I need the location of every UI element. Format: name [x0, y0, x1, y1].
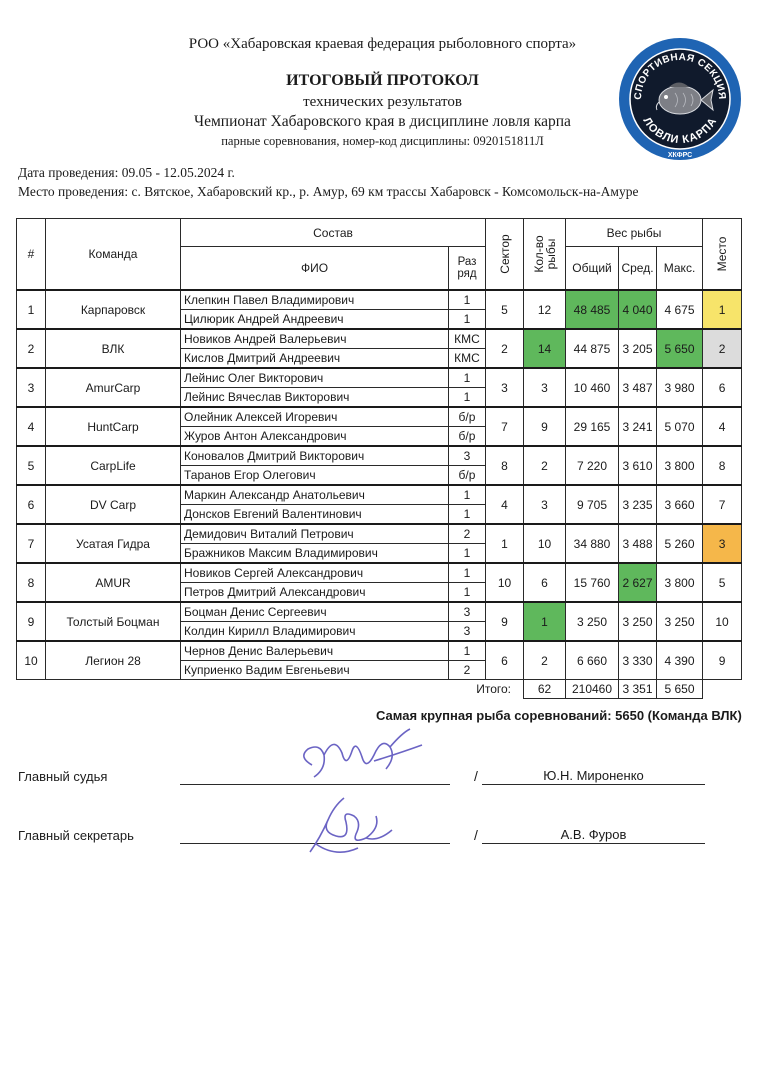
biggest-fish-note: Самая крупная рыба соревнований: 5650 (Команда ВЛК) — [376, 708, 742, 723]
avg-weight: 3 241 — [619, 407, 657, 446]
member-rank: 1 — [449, 583, 486, 603]
total-weight: 29 165 — [566, 407, 619, 446]
chief-secretary-signature — [296, 792, 406, 872]
team-name: Легион 28 — [46, 641, 181, 680]
team-number: 3 — [17, 368, 46, 407]
total-weight: 6 660 — [566, 641, 619, 680]
team-name: Усатая Гидра — [46, 524, 181, 563]
team-number: 6 — [17, 485, 46, 524]
sector-number: 7 — [486, 407, 524, 446]
fish-count: 14 — [524, 329, 566, 368]
avg-weight: 3 488 — [619, 524, 657, 563]
chief-secretary-label: Главный секретарь — [18, 828, 134, 843]
chief-secretary-name: А.В. Фуров — [560, 827, 627, 842]
sector-number: 6 — [486, 641, 524, 680]
member-name: Донсков Евгений Валентинович — [181, 505, 449, 525]
team-place: 3 — [703, 524, 742, 563]
chief-judge-signature — [290, 725, 430, 795]
member-name: Чернов Денис Валерьевич — [181, 641, 449, 661]
max-weight: 3 980 — [657, 368, 703, 407]
header-num: # — [17, 219, 46, 291]
team-name: Толстый Боцман — [46, 602, 181, 641]
avg-weight: 3 610 — [619, 446, 657, 485]
table-row — [17, 368, 742, 388]
team-place: 10 — [703, 602, 742, 641]
team-place: 4 — [703, 407, 742, 446]
fish-count: 6 — [524, 563, 566, 602]
chief-judge-name-line — [482, 784, 705, 785]
avg-weight: 3 487 — [619, 368, 657, 407]
team-place: 5 — [703, 563, 742, 602]
sector-number: 1 — [486, 524, 524, 563]
header-place: Место — [703, 219, 742, 291]
fish-count: 12 — [524, 290, 566, 329]
sector-number: 2 — [486, 329, 524, 368]
avg-weight: 4 040 — [619, 290, 657, 329]
event-venue: Место проведения: с. Вятское, Хабаровский кр., р. Амур, 69 км трассы Хабаровск - Комсомольск-на-Амуре — [18, 184, 639, 199]
member-rank: 2 — [449, 661, 486, 680]
team-place: 1 — [703, 290, 742, 329]
logo-emblem — [617, 36, 743, 162]
team-place: 8 — [703, 446, 742, 485]
team-number: 2 — [17, 329, 46, 368]
team-name: AmurCarp — [46, 368, 181, 407]
header-fish-weight: Вес рыбы — [566, 219, 703, 247]
max-weight: 3 800 — [657, 563, 703, 602]
member-name: Колдин Кирилл Владимирович — [181, 622, 449, 642]
member-rank: б/р — [449, 466, 486, 486]
table-row — [17, 446, 742, 466]
header-avg-weight: Сред. — [619, 247, 657, 291]
event-dates: Дата проведения: 09.05 - 12.05.2024 г. — [18, 165, 235, 180]
member-name: Кислов Дмитрий Андреевич — [181, 349, 449, 369]
team-number: 10 — [17, 641, 46, 680]
member-name: Коновалов Дмитрий Викторович — [181, 446, 449, 466]
table-row — [17, 407, 742, 427]
team-number: 8 — [17, 563, 46, 602]
fish-count: 2 — [524, 446, 566, 485]
header-fish-count: Кол-во рыбы — [524, 219, 566, 291]
max-weight: 5 260 — [657, 524, 703, 563]
header-composition: Состав — [181, 219, 486, 247]
total-weight: 48 485 — [566, 290, 619, 329]
table-row — [17, 524, 742, 544]
team-number: 9 — [17, 602, 46, 641]
member-rank: 3 — [449, 622, 486, 642]
organization-name: РОО «Хабаровская краевая федерация рыболовного спорта» — [188, 36, 577, 52]
avg-weight: 3 250 — [619, 602, 657, 641]
member-name: Таранов Егор Олегович — [181, 466, 449, 486]
team-name: AMUR — [46, 563, 181, 602]
team-name: Карпаровск — [46, 290, 181, 329]
max-weight: 4 390 — [657, 641, 703, 680]
logo-bottom-text: ЛОВЛИ КАРПА — [640, 115, 720, 147]
sector-number: 10 — [486, 563, 524, 602]
header-max-weight: Макс. — [657, 247, 703, 291]
member-rank: 1 — [449, 290, 486, 310]
member-rank: 1 — [449, 505, 486, 525]
member-name: Новиков Андрей Валерьевич — [181, 329, 449, 349]
chief-secretary-name-line — [482, 843, 705, 844]
total-weight: 9 705 — [566, 485, 619, 524]
member-rank: 2 — [449, 524, 486, 544]
logo-org-text: ХКФРС — [667, 152, 693, 159]
member-name: Цилюрик Андрей Андреевич — [181, 310, 449, 330]
discipline-code: парные соревнования, номер-код дисциплины: 0920151811Л — [221, 134, 544, 148]
fish-count: 10 — [524, 524, 566, 563]
team-name: CarpLife — [46, 446, 181, 485]
header-team: Команда — [46, 219, 181, 291]
totals-max: 5 650 — [657, 680, 703, 699]
team-place: 7 — [703, 485, 742, 524]
max-weight: 5 650 — [657, 329, 703, 368]
member-rank: б/р — [449, 427, 486, 447]
fish-count: 3 — [524, 368, 566, 407]
member-name: Клепкин Павел Владимирович — [181, 290, 449, 310]
member-rank: 3 — [449, 446, 486, 466]
member-rank: 1 — [449, 485, 486, 505]
member-name: Олейник Алексей Игоревич — [181, 407, 449, 427]
member-name: Петров Дмитрий Александрович — [181, 583, 449, 603]
header-fio: ФИО — [181, 247, 449, 291]
totals-weight: 210460 — [566, 680, 619, 699]
team-place: 2 — [703, 329, 742, 368]
member-name: Бражников Максим Владимирович — [181, 544, 449, 564]
team-name: HuntCarp — [46, 407, 181, 446]
avg-weight: 3 235 — [619, 485, 657, 524]
team-place: 9 — [703, 641, 742, 680]
totals-count: 62 — [524, 680, 566, 699]
avg-weight: 3 205 — [619, 329, 657, 368]
member-name: Боцман Денис Сергеевич — [181, 602, 449, 622]
total-weight: 34 880 — [566, 524, 619, 563]
member-rank: 1 — [449, 388, 486, 408]
sector-number: 4 — [486, 485, 524, 524]
total-weight: 10 460 — [566, 368, 619, 407]
sector-number: 9 — [486, 602, 524, 641]
carp-section-logo — [617, 36, 743, 162]
chief-judge-name: Ю.Н. Мироненко — [543, 768, 644, 783]
fish-count: 3 — [524, 485, 566, 524]
sector-number: 5 — [486, 290, 524, 329]
fish-count: 2 — [524, 641, 566, 680]
table-row — [17, 485, 742, 505]
total-weight: 7 220 — [566, 446, 619, 485]
max-weight: 4 675 — [657, 290, 703, 329]
table-row — [17, 641, 742, 661]
header-total-weight: Общий — [566, 247, 619, 291]
sector-number: 8 — [486, 446, 524, 485]
team-name: ВЛК — [46, 329, 181, 368]
team-number: 4 — [17, 407, 46, 446]
table-row — [17, 602, 742, 622]
totals-row — [17, 680, 742, 699]
max-weight: 3 660 — [657, 485, 703, 524]
member-name: Демидович Виталий Петрович — [181, 524, 449, 544]
slash-separator: / — [474, 827, 478, 843]
document-title: ИТОГОВЫЙ ПРОТОКОЛ — [286, 72, 479, 89]
team-number: 1 — [17, 290, 46, 329]
championship-name: Чемпионат Хабаровского края в дисциплине ловля карпа — [194, 113, 571, 130]
team-place: 6 — [703, 368, 742, 407]
team-number: 7 — [17, 524, 46, 563]
logo-top-text: СПОРТИВНАЯ СЕКЦИЯ — [632, 51, 728, 101]
max-weight: 3 800 — [657, 446, 703, 485]
sector-number: 3 — [486, 368, 524, 407]
member-rank: б/р — [449, 407, 486, 427]
table-row — [17, 290, 742, 310]
table-row — [17, 563, 742, 583]
avg-weight: 2 627 — [619, 563, 657, 602]
member-rank: 3 — [449, 602, 486, 622]
member-name: Новиков Сергей Александрович — [181, 563, 449, 583]
member-rank: КМС — [449, 349, 486, 369]
results-table — [16, 218, 742, 699]
fish-count: 1 — [524, 602, 566, 641]
header-rank: Раз ряд — [449, 247, 486, 291]
table-row — [17, 329, 742, 349]
member-rank: 1 — [449, 641, 486, 661]
total-weight: 44 875 — [566, 329, 619, 368]
member-rank: 1 — [449, 544, 486, 564]
member-rank: 1 — [449, 310, 486, 330]
member-name: Куприенко Вадим Евгеньевич — [181, 661, 449, 680]
member-rank: 1 — [449, 368, 486, 388]
document-subtitle: технических результатов — [303, 94, 462, 110]
team-number: 5 — [17, 446, 46, 485]
member-name: Маркин Александр Анатольевич — [181, 485, 449, 505]
member-rank: 1 — [449, 563, 486, 583]
member-name: Журов Антон Александрович — [181, 427, 449, 447]
member-name: Лейнис Олег Викторович — [181, 368, 449, 388]
total-weight: 3 250 — [566, 602, 619, 641]
totals-avg: 3 351 — [619, 680, 657, 699]
chief-judge-label: Главный судья — [18, 769, 108, 784]
totals-empty — [703, 680, 742, 699]
member-rank: КМС — [449, 329, 486, 349]
team-name: DV Carp — [46, 485, 181, 524]
header-sector: Сектор — [486, 219, 524, 291]
member-name: Лейнис Вячеслав Викторович — [181, 388, 449, 408]
avg-weight: 3 330 — [619, 641, 657, 680]
totals-label: Итого: — [476, 682, 511, 697]
max-weight: 5 070 — [657, 407, 703, 446]
fish-count: 9 — [524, 407, 566, 446]
slash-separator: / — [474, 768, 478, 784]
table-header-row — [17, 219, 742, 247]
total-weight: 15 760 — [566, 563, 619, 602]
max-weight: 3 250 — [657, 602, 703, 641]
